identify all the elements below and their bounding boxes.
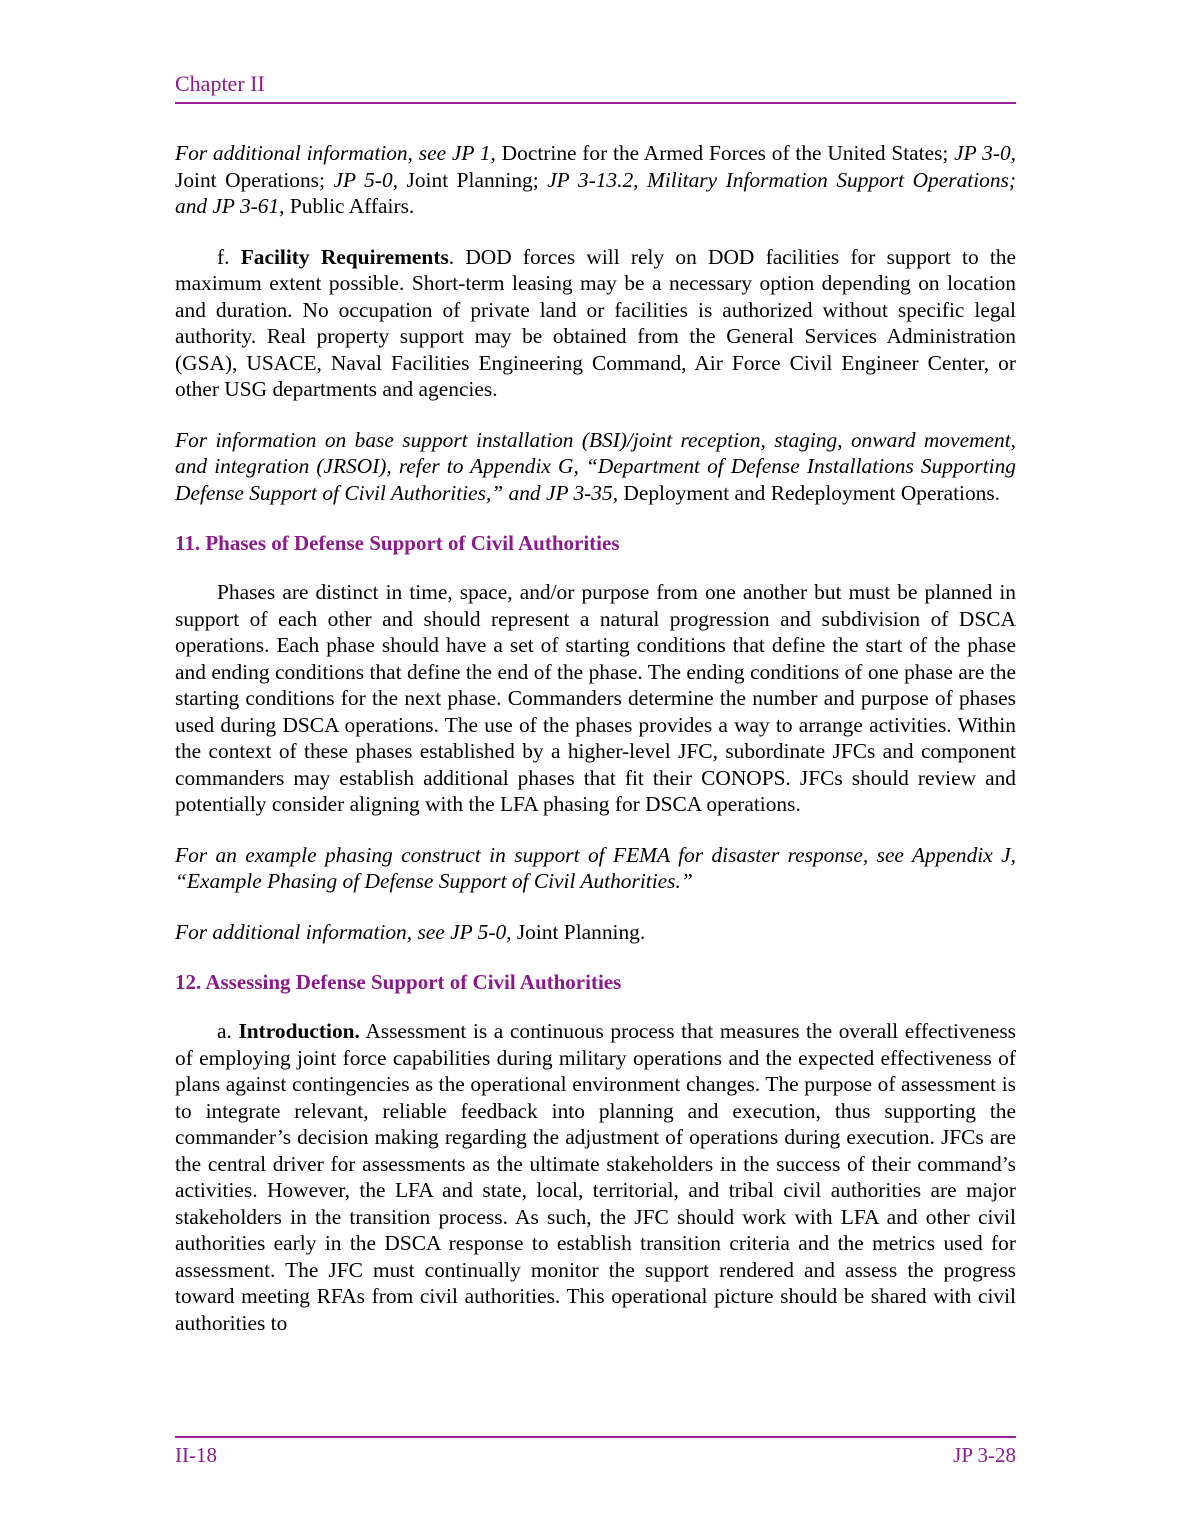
joint-planning-reference bbox=[175, 919, 1016, 946]
ref-text: Joint Planning. bbox=[511, 919, 646, 944]
document-id: JP 3-28 bbox=[953, 1443, 1016, 1467]
ref-text: JP 5-0, bbox=[333, 167, 399, 192]
paragraph-heading: Introduction. bbox=[238, 1019, 360, 1043]
paragraph-marker: f. bbox=[217, 244, 241, 269]
ref-text: For information on base support installation (BSI)/joint reception, staging, onward movement, and integration (JRSOI), refer to Appendix G, “Department of Defense Installations Supporting Defense Support of Civil Authorities,” and JP 3-35, bbox=[175, 427, 1016, 505]
section-11-body: Phases are distinct in time, space, and/or purpose from one another but must be planned in support of each other and should represent a natural progression and subdivision of DSCA operations. Each phase should have a set of starting conditions that define the start of the phase and ending conditions that define the end of the phase. The ending conditions of one phase are the starting conditions for the next phase. Commanders determine the number and purpose of phases used during DSCA operations. The use of the phases provides a way to arrange activities. Within the context of these phases established by a higher-level JFC, subordinate JFCs and component commanders may establish additional phases that fit their CONOPS. JFCs should review and potentially consider aligning with the LFA phasing for DSCA operations. bbox=[175, 580, 1016, 816]
page-footer bbox=[175, 1436, 1016, 1468]
ref-text: Deployment and Redeployment Operations. bbox=[618, 480, 1001, 505]
paragraph-body: . DOD forces will rely on DOD facilities for support to the maximum extent possible. Short-term leasing may be a necessary option depending on location and duration. No occupation of private land or facilities is authorized without specific legal authority. Real property support may be obtained from the General Services Administration (GSA), USACE, Naval Facilities Engineering Command, Air Force Civil Engineer Center, or other USG departments and agencies. bbox=[175, 244, 1016, 401]
page-number: II-18 bbox=[175, 1443, 217, 1467]
ref-text: Joint Operations; bbox=[175, 167, 334, 192]
page-content bbox=[175, 140, 1016, 1360]
ref-text: Doctrine for the Armed Forces of the United States; bbox=[495, 141, 955, 165]
page-header bbox=[175, 70, 1016, 104]
facility-requirements-paragraph bbox=[175, 244, 1016, 403]
ref-text: For additional information, see JP 5-0, bbox=[175, 919, 512, 944]
section-11-heading: 11. Phases of Defense Support of Civil Authorities bbox=[175, 531, 620, 555]
paragraph-marker: a. bbox=[217, 1019, 239, 1043]
additional-info-paragraph bbox=[175, 140, 1016, 220]
ref-text: JP 3-0, bbox=[954, 141, 1016, 165]
chapter-title: Chapter II bbox=[175, 71, 265, 96]
ref-text: Joint Planning; bbox=[398, 167, 548, 192]
introduction-paragraph bbox=[175, 1018, 1016, 1336]
ref-text: JP 3-13.2, Military Information Support Operations; and JP 3-61, bbox=[175, 167, 1016, 218]
section-12-heading: 12. Assessing Defense Support of Civil Authorities bbox=[175, 970, 622, 994]
ref-text: Public Affairs. bbox=[284, 194, 415, 218]
bsi-reference-paragraph bbox=[175, 427, 1016, 507]
phasing-example-reference: For an example phasing construct in support of FEMA for disaster response, see Appendix J, “Example Phasing of Defense Support of Civil Authorities.” bbox=[175, 842, 1016, 893]
paragraph-heading: Facility Requirements bbox=[240, 244, 449, 269]
paragraph-body: Assessment is a continuous process that measures the overall effectiveness of employing joint force capabilities during military operations and the expected effectiveness of plans against contingencies as the operational environment changes. The purpose of assessment is to integrate relevant, reliable feedback into planning and execution, thus supporting the commander’s decision making regarding the adjustment of operations during execution. JFCs are the central driver for assessments as the ultimate stakeholders in the success of their command’s activities. However, the LFA and state, local, territorial, and tribal civil authorities are major stakeholders in the transition process. As such, the JFC should work with LFA and other civil authorities early in the DSCA response to establish transition criteria and the metrics used for assessment. The JFC must continually monitor the support rendered and assess the progress toward meeting RFAs from civil authorities. This operational picture should be shared with civil authorities to bbox=[175, 1019, 1016, 1335]
ref-text: For additional information, see JP 1, bbox=[175, 141, 496, 165]
